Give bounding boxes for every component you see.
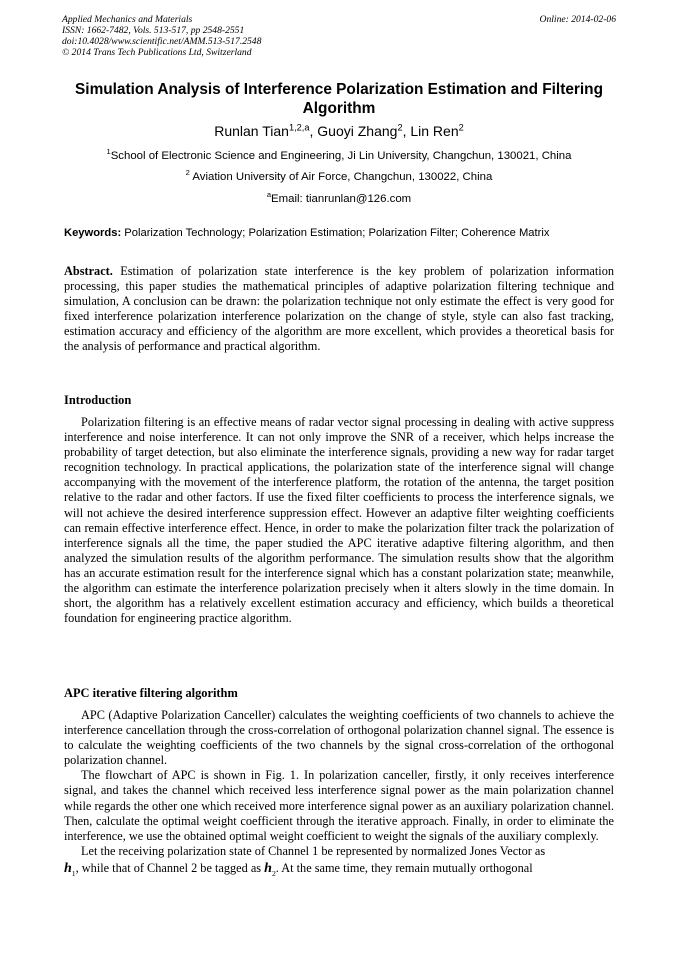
paragraph: Let the receiving polarization state of Channel 1 be represented by normalized Jones Vector as bbox=[81, 843, 546, 858]
keywords bbox=[64, 226, 618, 240]
introduction-body bbox=[64, 415, 614, 626]
paper-title: Simulation Analysis of Interference Polarization Estimation and Filtering Algorithm bbox=[75, 81, 603, 117]
doi-line[interactable]: doi:10.4028/www.scientific.net/AMM.513-517.2548 bbox=[62, 36, 262, 47]
author-affil-sup: 2 bbox=[458, 122, 464, 133]
paragraph: Polarization filtering is an effective means of radar vector signal processing in dealing with active suppress interference and noise interference. It can not only improve the SNR of a receiver, which helps increase the probability of target detection, but also eliminate the interference signals, providing a new way for radar target recognition technology. In practical applications, the polarization state of the interference signal will change accompanying with the movement of the interference platform, the rotation of the antenna, the target position relative to the radar and other factors. If use the fixed filter coefficients to process the interference signals, we will not achieve the desired interference suppression effect. However an adaptive filter weighting coefficients can remain effective interference effect. Hence, in order to make the polarization filter track the polarization of interference signals all the time, the paper studied the APC iterative adaptive filtering algorithm, and then analyzed the simulation results of the algorithm performance. The simulation results show that the algorithm has an accurate estimation result for the interference signal which has a constant polarization state; meanwhile, the algorithm can estimate the interference polarization precisely when it alters slowly in the time domain. In short, the algorithm has a relatively excellent estimation accuracy and efficiency, which builds a theoretical foundation for engineering practice algorithm. bbox=[64, 415, 614, 626]
issn-line: ISSN: 1662-7482, Vols. 513-517, pp 2548-2551 bbox=[62, 25, 245, 36]
keywords-text: Polarization Technology; Polarization Estimation; Polarization Filter; Coherence Matrix bbox=[121, 227, 550, 239]
author-list: Runlan Tian$^{1,2,a}$, Guoyi Zhang$^2$, Lin Ren$^2$ bbox=[214, 122, 464, 139]
journal-header bbox=[62, 14, 616, 58]
copyright-line: © 2014 Trans Tech Publications Ltd, Switzerland bbox=[62, 47, 252, 58]
section-heading-apc: APC iterative filtering algorithm bbox=[64, 686, 238, 700]
author-name: Lin Ren bbox=[410, 123, 459, 139]
author-affil-sup: 1,2,a bbox=[288, 122, 310, 133]
paragraph-continued: $h_1$, while that of Channel 2 be tagged as $h_2$. At the same time, they remain mutually orthogonal bbox=[64, 860, 533, 878]
author-email: $^a$Email: tianrunlan@126.com bbox=[266, 190, 412, 205]
author-affil-sup: 2 bbox=[397, 122, 403, 133]
apc-body bbox=[64, 708, 614, 881]
affiliation-2: $^2$ Aviation University of Air Force, Changchun, 130022, China bbox=[185, 168, 493, 183]
author-name: Guoyi Zhang bbox=[317, 123, 398, 139]
abstract-label: Abstract. bbox=[64, 264, 113, 278]
online-date: Online: 2014-02-06 bbox=[539, 14, 616, 25]
affiliation-1: $^1$School of Electronic Science and Engineering, Ji Lin University, Changchun, 130021, China bbox=[106, 147, 572, 162]
abstract-text: Estimation of polarization state interference is the key problem of polarization information processing, this paper studies the mathematical principles of adaptive polarization filtering technique and simulation, A conclusion can be drawn: the polarization technique not only estimate the effect is very good for fixed interference polarization interference polarization on the change of style, style can also fast tracking, estimation accuracy and efficiency of the algorithm are more excellent, which provides a theoretical basis for the analysis of performance and practical algorithm. bbox=[64, 264, 614, 354]
author-name: Runlan Tian bbox=[214, 123, 289, 139]
keywords-label: Keywords: bbox=[64, 227, 122, 239]
section-heading-introduction: Introduction bbox=[64, 393, 132, 407]
jones-vector-h1: $h_1$ bbox=[64, 860, 76, 878]
abstract bbox=[64, 264, 614, 355]
jones-vector-h2: $h_2$ bbox=[264, 860, 276, 878]
journal-name: Applied Mechanics and Materials bbox=[62, 14, 193, 25]
paragraph: The flowchart of APC is shown in Fig. 1. In polarization canceller, firstly, it only receives interference signal, and takes the channel which received less interference signal power as the main polarization channel while regards the other one which received more interference signal power as an auxiliary polarization channel. Then, calculate the optimal weight coefficient through the iterative approach. Finally, in order to eliminate the interference, we use the obtained optimal weight coefficient to weight the signals of the auxiliary complexly. bbox=[64, 768, 614, 843]
paragraph: APC (Adaptive Polarization Canceller) calculates the weighting coefficients of two channels to achieve the interference cancellation through the cross-correlation of orthogonal polarization channel signal. The essence is to calculate the weighting coefficients of the two channels by the signal cross-correlation of the orthogonal polarization channel. bbox=[64, 708, 614, 768]
